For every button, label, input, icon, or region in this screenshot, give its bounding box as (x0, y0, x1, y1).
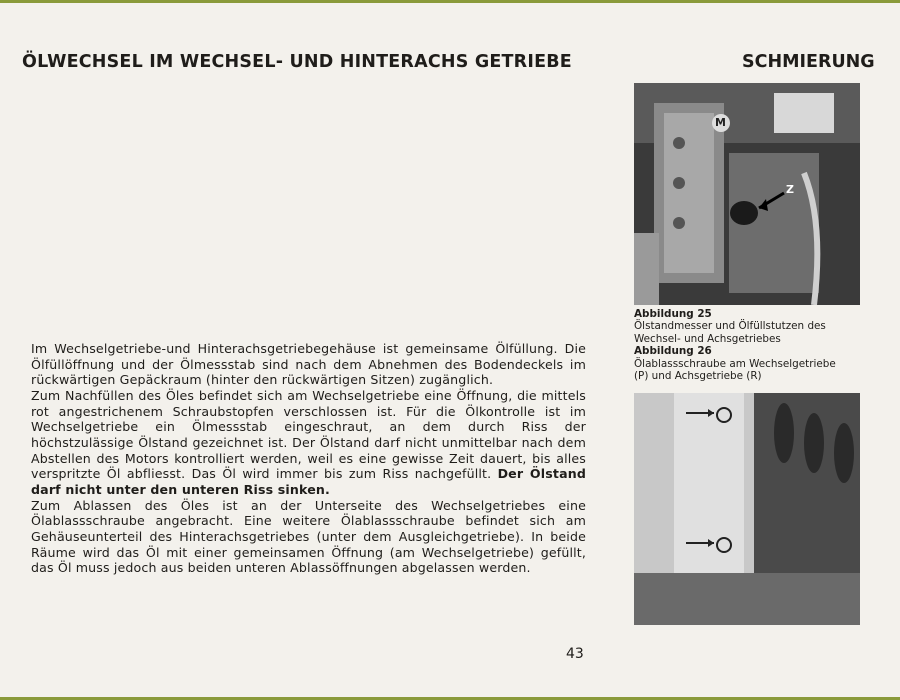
section-title: SCHMIERUNG (742, 52, 875, 72)
figure-26-photo (634, 393, 860, 625)
label-M: M (715, 116, 726, 129)
engine-photo-illustration (634, 83, 860, 305)
paragraph-3: Zum Ablassen des Öles ist an der Unterseite des Wechselgetriebes eine Ölablassschraube angebracht. Eine weitere Ölablassschraube befindet sich am Gehäuseunterteil des Hinterachsgetriebes (unter dem Ausgleichgetriebe). In beide Räume wird das Öl mit einer gemeinsamen Öffnung (am Wechselgetriebe) gefüllt, das Öl muss jedoch aus beiden unteren Ablassöffnungen abgelassen werden. (31, 497, 586, 576)
figure-26-caption-line2: (P) und Achsgetriebe (R) (634, 370, 762, 383)
paragraph-1: Im Wechselgetriebe-und Hinterachsgetriebegehäuse ist gemeinsame Ölfüllung. Die Ölfüllöffnung und der Ölmessstab sind nach dem Abnehmen des Bodendeckels im rückwärtigen Gepäckraum (hinter den rückwärtigen Sitzen) zugänglich. (31, 341, 586, 388)
page-top-border (0, 0, 900, 3)
figure-25-caption-line1: Ölstandmesser und Ölfüllstutzen des (634, 320, 826, 333)
figure-26-caption-line1: Ölablassschraube am Wechselgetriebe (634, 357, 836, 370)
paragraph-2-text: Zum Nachfüllen des Öles befindet sich am Wechselgetriebe eine Öffnung, die mittels rot angestrichenem Schraubstopfen verschlossen ist. Für die Ölkontrolle ist im Wechselgetriebe ein Ölmessstab eingeschraut, an dem durch Riss der höchstzulässige Ölstand gezeichnet ist. Der Ölstand darf nicht unmittelbar nach dem Abstellen des Motors kontrolliert werden, weil es eine gewisse Zeit dauert, bis alles verspritzte Öl abfliesst. Das Öl wird immer bis zum Riss nachgefüllt. (31, 387, 586, 482)
gearbox-photo-illustration (634, 393, 860, 625)
paragraph-2-bold-warning: Der Ölstand darf nicht unter den unteren Riss sinken. (31, 466, 586, 497)
figure-26-title: Abbildung 26 (634, 345, 712, 358)
paragraph-2 (31, 388, 586, 498)
figure-25-photo (634, 83, 860, 305)
page-number: 43 (566, 646, 584, 662)
label-Z: Z (786, 183, 794, 196)
figure-captions (634, 308, 864, 382)
figure-25-title: Abbildung 25 (634, 308, 712, 320)
figure-25-caption-line2: Wechsel- und Achsgetriebes (634, 332, 781, 345)
main-body-text (31, 341, 586, 576)
page-title: ÖLWECHSEL IM WECHSEL- UND HINTERACHS GETRIEBE (22, 52, 572, 72)
